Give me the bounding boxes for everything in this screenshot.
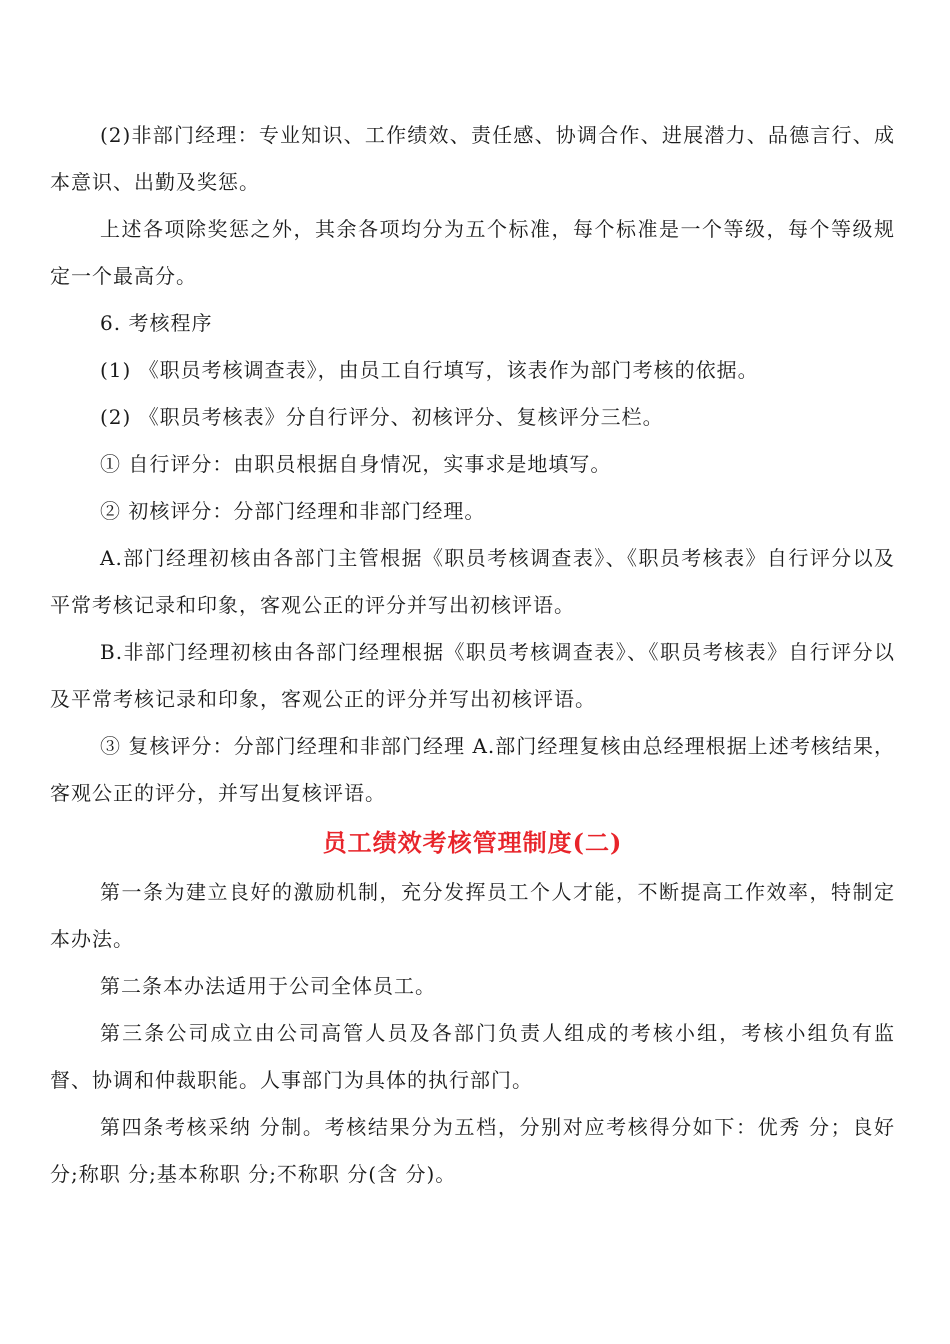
section-title: 员工绩效考核管理制度(二) [322,828,623,857]
paragraph-survey-form: (1) 《职员考核调查表》，由员工自行填写，该表作为部门考核的依据。 [100,358,759,382]
paragraph-assessment-form: (2) 《职员考核表》分自行评分、初核评分、复核评分三栏。 [100,405,664,429]
paragraph-non-manager-initial: B.非部门经理初核由各部门经理根据《职员考核调查表》、《职员考核表》自行评分以及平常考核记录和印象，客观公正的评分并写出初核评语。 [50,640,895,711]
paragraph-article-2: 第二条本办法适用于公司全体员工。 [100,974,436,998]
paragraph-self-scoring: ① 自行评分：由职员根据自身情况，实事求是地填写。 [100,452,612,476]
paragraph-heading-procedure: 6. 考核程序 [100,311,213,335]
paragraph-review-scoring: ③ 复核评分：分部门经理和非部门经理 A.部门经理复核由总经理根据上述考核结果，客观公正的评分，并写出复核评语。 [50,734,895,805]
paragraph-article-4: 第四条考核采纳 分制。考核结果分为五档，分别对应考核得分如下：优秀 分；良好 分;称职 分;基本称职 分;不称职 分(含 分)。 [50,1115,895,1186]
paragraph-article-1: 第一条为建立良好的激励机制，充分发挥员工个人才能，不断提高工作效率，特制定本办法。 [50,880,895,951]
paragraph-non-manager-items: (2)非部门经理：专业知识、工作绩效、责任感、协调合作、进展潜力、品德言行、成本意识、出勤及奖惩。 [50,123,895,194]
paragraph-initial-scoring: ② 初核评分：分部门经理和非部门经理。 [100,499,486,523]
paragraph-scoring-standards: 上述各项除奖惩之外，其余各项均分为五个标准，每个标准是一个等级，每个等级规定一个最高分。 [50,217,895,288]
document-page [50,112,895,1198]
paragraph-article-3: 第三条公司成立由公司高管人员及各部门负责人组成的考核小组，考核小组负有监督、协调和仲裁职能。人事部门为具体的执行部门。 [50,1021,895,1092]
paragraph-manager-initial: A.部门经理初核由各部门主管根据《职员考核调查表》、《职员考核表》自行评分以及平常考核记录和印象，客观公正的评分并写出初核评语。 [50,546,895,617]
